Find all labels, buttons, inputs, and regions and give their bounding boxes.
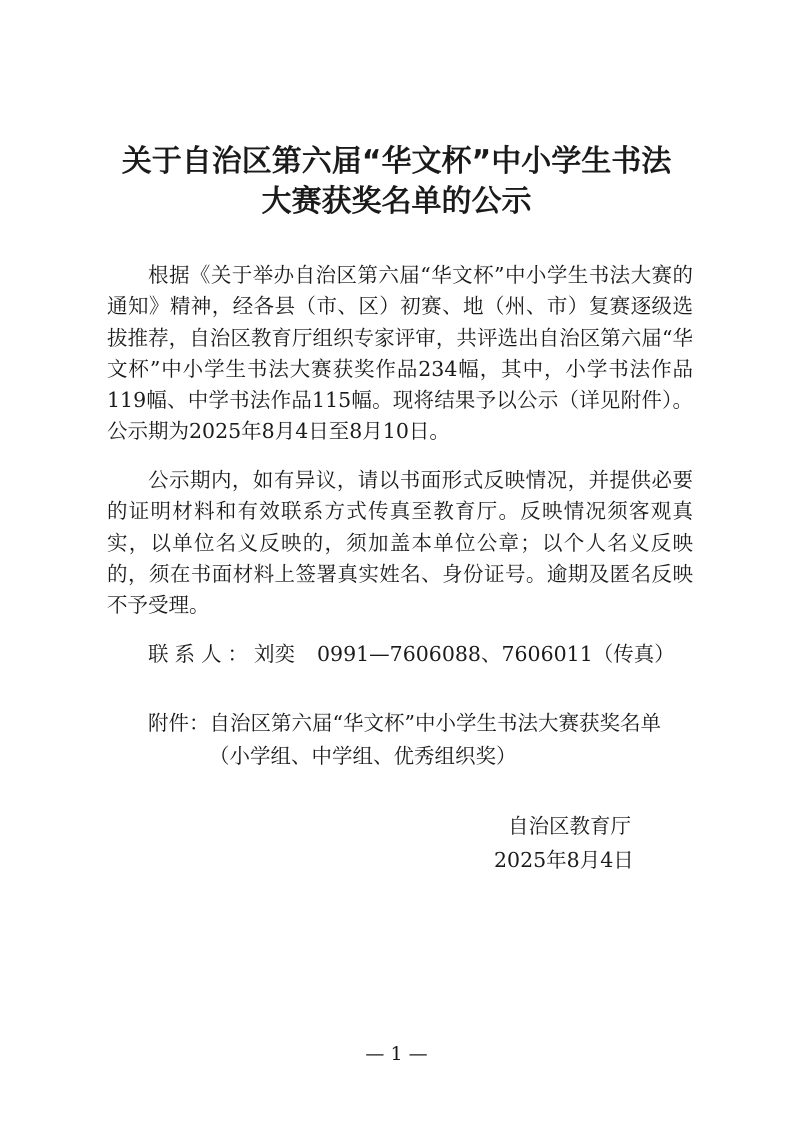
contact-line — [148, 638, 675, 670]
body-paragraph-1: 根据《关于举办自治区第六届“华文杯”中小学生书法大赛的通知》精神，经各县（市、区）初赛、地（州、市）复赛逐级选拔推荐，自治区教育厅组织专家评审，共评选出自治区第六届“华文杯”中小学生书法大赛获奖作品234幅，其中，小学书法作品119幅、中学书法作品115幅。现将结果予以公示（详见附件）。公示期为2025年8月4日至8月10日。 — [107, 263, 693, 444]
attachment-subtitle: （小学组、中学组、优秀组织奖） — [209, 744, 517, 768]
document-title-line-1: 关于自治区第六届“华文杯”中小学生书法 — [121, 144, 672, 179]
contact-name: 刘奕 — [254, 642, 295, 666]
document-title-line-2: 大赛获奖名单的公示 — [261, 184, 532, 219]
signature-date: 2025年8月4日 — [494, 848, 634, 872]
signature-organization: 自治区教育厅 — [508, 814, 631, 838]
body-paragraph-2: 公示期内，如有异议，请以书面形式反映情况，并提供必要的证明材料和有效联系方式传真至教育厅。反映情况须客观真实，以单位名义反映的，须加盖本单位公章；以个人名义反映的，须在书面材料上签署真实姓名、身份证号。逾期及匿名反映不予受理。 — [107, 468, 693, 618]
contact-phone: 0991—7606088、7606011（传真） — [317, 642, 675, 666]
page-number: — 1 — — [365, 1043, 428, 1065]
attachment-line: 附件：自治区第六届“华文杯”中小学生书法大赛获奖名单 — [148, 711, 661, 735]
contact-label: 联系人： — [148, 642, 254, 666]
